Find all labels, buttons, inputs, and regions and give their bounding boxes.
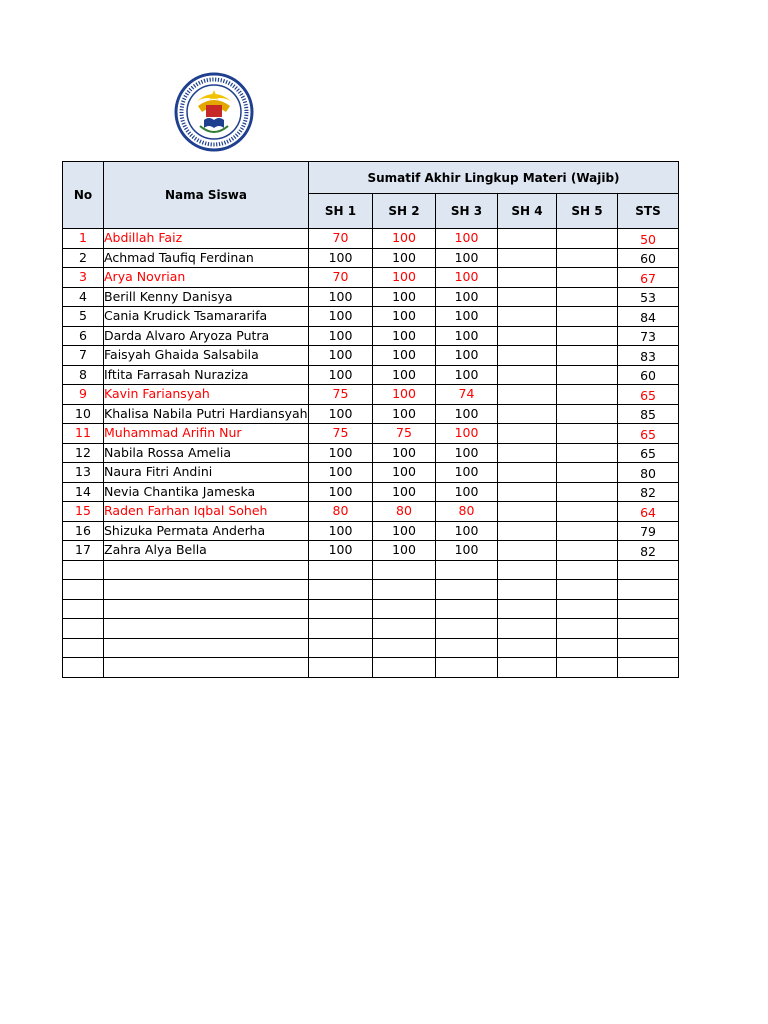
score-sh1: 100 [309, 404, 373, 424]
score-sh5 [557, 463, 618, 483]
table-row [63, 365, 679, 385]
empty-cell [104, 560, 309, 580]
score-sh5 [557, 248, 618, 268]
row-number: 14 [63, 482, 104, 502]
score-sts: 53 [618, 287, 679, 307]
score-sh4 [498, 248, 557, 268]
score-sts: 82 [618, 541, 679, 561]
score-sh3: 100 [436, 521, 498, 541]
score-sh2: 100 [373, 443, 436, 463]
score-sh2: 100 [373, 346, 436, 366]
score-sh2: 100 [373, 521, 436, 541]
empty-cell [498, 560, 557, 580]
header-sh4: SH 4 [498, 194, 557, 229]
table-row [63, 482, 679, 502]
score-sh2: 100 [373, 404, 436, 424]
score-sh4 [498, 287, 557, 307]
score-sh1: 100 [309, 307, 373, 327]
header-sh3: SH 3 [436, 194, 498, 229]
score-sh1: 100 [309, 521, 373, 541]
empty-cell [63, 580, 104, 600]
empty-cell [309, 658, 373, 678]
student-name: Kavin Fariansyah [104, 385, 309, 405]
score-sh3: 100 [436, 443, 498, 463]
empty-cell [498, 599, 557, 619]
score-sh1: 100 [309, 287, 373, 307]
score-sts: 65 [618, 424, 679, 444]
score-sh4 [498, 229, 557, 249]
table-row [63, 229, 679, 249]
score-sh5 [557, 424, 618, 444]
empty-cell [498, 619, 557, 639]
table-row [63, 502, 679, 522]
score-sh3: 100 [436, 268, 498, 288]
empty-cell [618, 619, 679, 639]
score-sts: 67 [618, 268, 679, 288]
score-sts: 73 [618, 326, 679, 346]
table-row [63, 443, 679, 463]
empty-row [63, 560, 679, 580]
score-sh5 [557, 346, 618, 366]
score-sh4 [498, 404, 557, 424]
table-row [63, 404, 679, 424]
score-sh1: 100 [309, 346, 373, 366]
score-sts: 65 [618, 443, 679, 463]
empty-cell [373, 599, 436, 619]
score-sh1: 80 [309, 502, 373, 522]
score-sh3: 100 [436, 287, 498, 307]
row-number: 1 [63, 229, 104, 249]
empty-cell [557, 580, 618, 600]
score-sh3: 100 [436, 463, 498, 483]
score-sh3: 100 [436, 307, 498, 327]
score-sh2: 100 [373, 365, 436, 385]
table-row [63, 424, 679, 444]
score-sts: 83 [618, 346, 679, 366]
table-row [63, 385, 679, 405]
score-sh3: 100 [436, 424, 498, 444]
header-sts: STS [618, 194, 679, 229]
table-row [63, 346, 679, 366]
score-sts: 65 [618, 385, 679, 405]
student-name: Muhammad Arifin Nur [104, 424, 309, 444]
score-sh2: 100 [373, 268, 436, 288]
score-sh4 [498, 521, 557, 541]
score-sh1: 70 [309, 229, 373, 249]
score-sh4 [498, 424, 557, 444]
empty-cell [436, 619, 498, 639]
score-sh3: 80 [436, 502, 498, 522]
score-sh2: 100 [373, 229, 436, 249]
empty-cell [104, 638, 309, 658]
header-no: No [63, 162, 104, 229]
score-sh3: 100 [436, 229, 498, 249]
student-name: Achmad Taufiq Ferdinan [104, 248, 309, 268]
empty-cell [104, 619, 309, 639]
score-sh3: 100 [436, 404, 498, 424]
header-student-name: Nama Siswa [104, 162, 309, 229]
empty-cell [498, 658, 557, 678]
row-number: 5 [63, 307, 104, 327]
score-sh5 [557, 502, 618, 522]
empty-cell [618, 580, 679, 600]
empty-cell [104, 658, 309, 678]
score-sh3: 74 [436, 385, 498, 405]
score-sh1: 100 [309, 463, 373, 483]
empty-cell [436, 580, 498, 600]
empty-cell [373, 638, 436, 658]
table-row [63, 248, 679, 268]
score-sts: 85 [618, 404, 679, 424]
score-sh2: 100 [373, 307, 436, 327]
student-name: Cania Krudick Tsamararifa [104, 307, 309, 327]
empty-cell [498, 580, 557, 600]
student-name: Arya Novrian [104, 268, 309, 288]
score-sh5 [557, 326, 618, 346]
score-sh2: 100 [373, 541, 436, 561]
empty-cell [63, 658, 104, 678]
student-name: Naura Fitri Andini [104, 463, 309, 483]
row-number: 11 [63, 424, 104, 444]
empty-row [63, 658, 679, 678]
student-name: Khalisa Nabila Putri Hardiansyah [104, 404, 309, 424]
row-number: 16 [63, 521, 104, 541]
row-number: 10 [63, 404, 104, 424]
table-row [63, 287, 679, 307]
score-sh5 [557, 541, 618, 561]
grade-rows [63, 229, 679, 678]
score-sh1: 100 [309, 482, 373, 502]
score-sh4 [498, 541, 557, 561]
score-sh4 [498, 365, 557, 385]
empty-cell [557, 560, 618, 580]
student-name: Abdillah Faiz [104, 229, 309, 249]
score-sh4 [498, 307, 557, 327]
student-name: Shizuka Permata Anderha [104, 521, 309, 541]
empty-cell [309, 580, 373, 600]
empty-cell [373, 658, 436, 678]
score-sh1: 75 [309, 424, 373, 444]
score-sh4 [498, 443, 557, 463]
score-sh3: 100 [436, 541, 498, 561]
empty-cell [373, 580, 436, 600]
empty-cell [557, 619, 618, 639]
score-sh1: 75 [309, 385, 373, 405]
score-sts: 80 [618, 463, 679, 483]
score-sh3: 100 [436, 482, 498, 502]
score-sts: 50 [618, 229, 679, 249]
score-sh5 [557, 521, 618, 541]
row-number: 17 [63, 541, 104, 561]
score-sh3: 100 [436, 326, 498, 346]
score-sh5 [557, 482, 618, 502]
score-sh5 [557, 287, 618, 307]
score-sh2: 75 [373, 424, 436, 444]
student-name: Nevia Chantika Jameska [104, 482, 309, 502]
student-name: Berill Kenny Danisya [104, 287, 309, 307]
score-sh4 [498, 268, 557, 288]
empty-cell [63, 619, 104, 639]
score-sh1: 100 [309, 326, 373, 346]
school-logo [174, 72, 254, 152]
table-row [63, 268, 679, 288]
score-sts: 79 [618, 521, 679, 541]
score-sh3: 100 [436, 346, 498, 366]
score-sts: 84 [618, 307, 679, 327]
score-sh2: 100 [373, 385, 436, 405]
header-sh5: SH 5 [557, 194, 618, 229]
score-sts: 64 [618, 502, 679, 522]
score-sh2: 100 [373, 463, 436, 483]
student-name: Raden Farhan Iqbal Soheh [104, 502, 309, 522]
score-sh2: 100 [373, 287, 436, 307]
empty-cell [618, 560, 679, 580]
empty-row [63, 580, 679, 600]
score-sts: 60 [618, 248, 679, 268]
score-sh4 [498, 385, 557, 405]
score-sh4 [498, 482, 557, 502]
table-row [63, 541, 679, 561]
empty-cell [557, 599, 618, 619]
empty-cell [618, 638, 679, 658]
score-sh2: 80 [373, 502, 436, 522]
empty-cell [373, 619, 436, 639]
student-name: Zahra Alya Bella [104, 541, 309, 561]
score-sh1: 100 [309, 541, 373, 561]
empty-cell [104, 580, 309, 600]
empty-cell [309, 560, 373, 580]
score-sh1: 70 [309, 268, 373, 288]
student-name: Faisyah Ghaida Salsabila [104, 346, 309, 366]
empty-cell [436, 638, 498, 658]
header-sh1: SH 1 [309, 194, 373, 229]
empty-cell [618, 599, 679, 619]
score-sh2: 100 [373, 248, 436, 268]
row-number: 3 [63, 268, 104, 288]
score-sh2: 100 [373, 482, 436, 502]
row-number: 2 [63, 248, 104, 268]
row-number: 13 [63, 463, 104, 483]
score-sh1: 100 [309, 248, 373, 268]
empty-cell [63, 560, 104, 580]
table-row [63, 521, 679, 541]
score-sh5 [557, 443, 618, 463]
empty-cell [373, 560, 436, 580]
empty-cell [104, 599, 309, 619]
row-number: 7 [63, 346, 104, 366]
empty-cell [63, 599, 104, 619]
row-number: 8 [63, 365, 104, 385]
score-sh5 [557, 385, 618, 405]
score-sh5 [557, 268, 618, 288]
empty-cell [557, 658, 618, 678]
score-sh4 [498, 346, 557, 366]
empty-cell [309, 599, 373, 619]
score-sh1: 100 [309, 443, 373, 463]
empty-row [63, 599, 679, 619]
score-sts: 82 [618, 482, 679, 502]
empty-cell [557, 638, 618, 658]
empty-cell [436, 599, 498, 619]
empty-cell [309, 638, 373, 658]
empty-row [63, 619, 679, 639]
empty-cell [436, 560, 498, 580]
score-sh5 [557, 229, 618, 249]
table-row [63, 326, 679, 346]
row-number: 9 [63, 385, 104, 405]
empty-cell [618, 658, 679, 678]
empty-cell [436, 658, 498, 678]
student-name: Nabila Rossa Amelia [104, 443, 309, 463]
row-number: 4 [63, 287, 104, 307]
score-sh3: 100 [436, 248, 498, 268]
row-number: 12 [63, 443, 104, 463]
empty-cell [309, 619, 373, 639]
score-sh4 [498, 326, 557, 346]
header-assessment-group: Sumatif Akhir Lingkup Materi (Wajib) [309, 162, 679, 194]
empty-cell [63, 638, 104, 658]
header-sh2: SH 2 [373, 194, 436, 229]
score-sh4 [498, 502, 557, 522]
score-sh5 [557, 365, 618, 385]
grades-table [62, 161, 679, 678]
score-sh3: 100 [436, 365, 498, 385]
empty-cell [498, 638, 557, 658]
table-row [63, 463, 679, 483]
student-name: Iftita Farrasah Nuraziza [104, 365, 309, 385]
row-number: 6 [63, 326, 104, 346]
row-number: 15 [63, 502, 104, 522]
student-name: Darda Alvaro Aryoza Putra [104, 326, 309, 346]
table-row [63, 307, 679, 327]
score-sh1: 100 [309, 365, 373, 385]
score-sh5 [557, 307, 618, 327]
score-sh4 [498, 463, 557, 483]
score-sh2: 100 [373, 326, 436, 346]
score-sts: 60 [618, 365, 679, 385]
empty-row [63, 638, 679, 658]
score-sh5 [557, 404, 618, 424]
